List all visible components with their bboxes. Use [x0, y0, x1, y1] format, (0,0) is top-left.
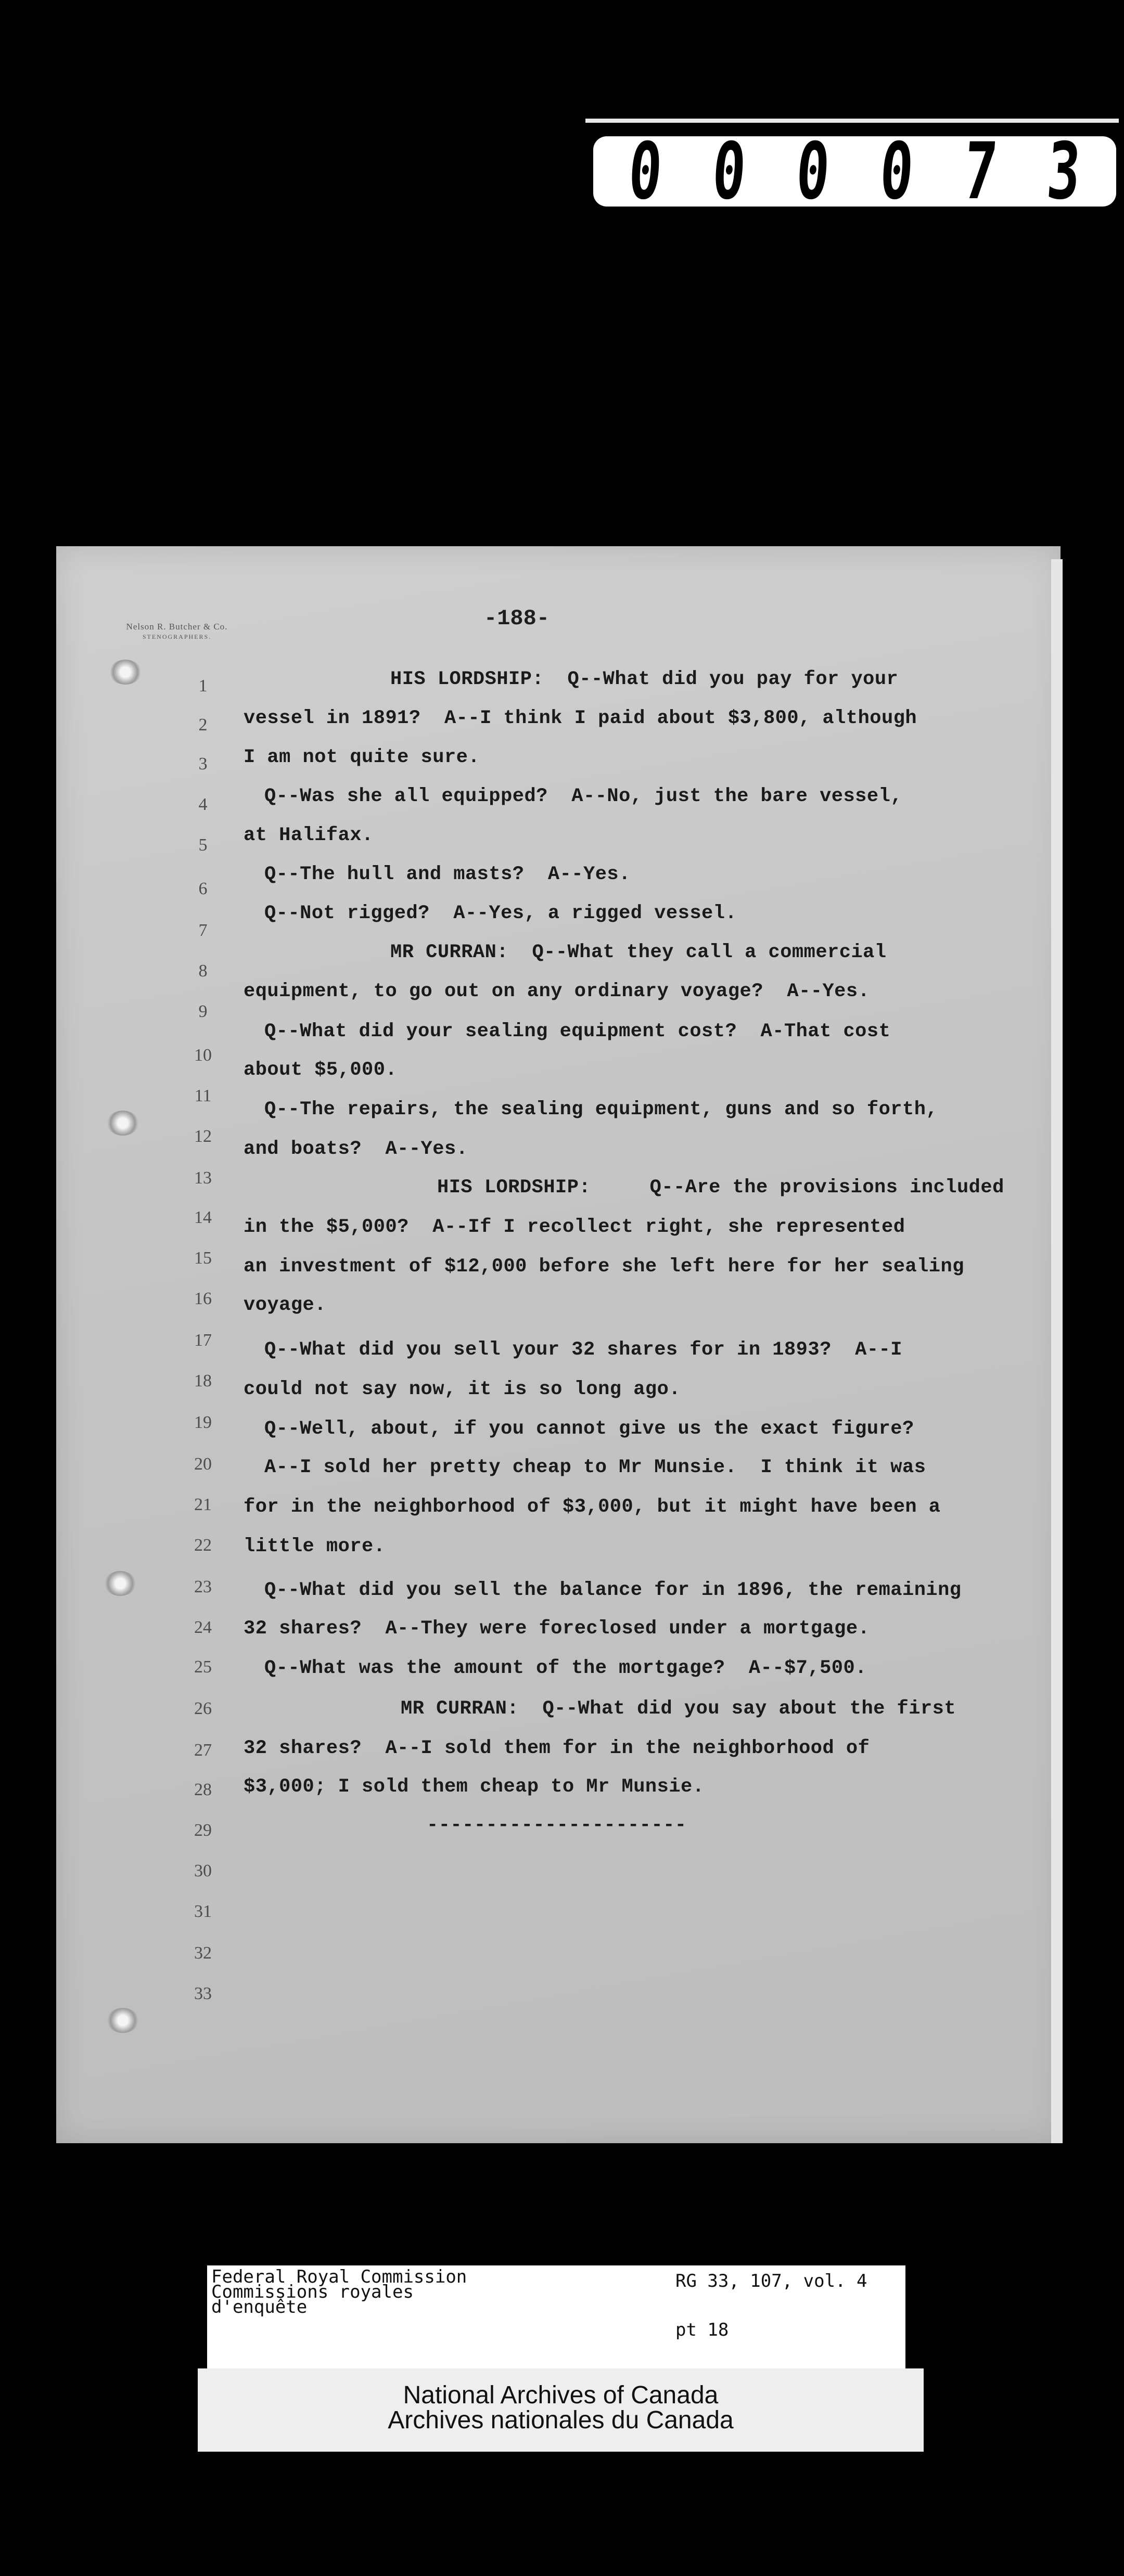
line-number: 6 — [198, 879, 208, 898]
transcript-line: equipment, to go out on any ordinary voyage? A--Yes. — [244, 981, 870, 1002]
transcript-line: voyage. — [244, 1294, 326, 1316]
frame-digit: 0 — [793, 126, 833, 217]
line-number: 13 — [194, 1168, 212, 1188]
page-edge — [1051, 559, 1063, 2143]
stenographer-letterhead — [78, 622, 276, 641]
transcript-line: little more. — [244, 1536, 386, 1557]
archives-banner — [198, 2368, 924, 2452]
frame-digit: 0 — [709, 126, 749, 217]
line-number: 27 — [194, 1741, 212, 1760]
line-number: 17 — [194, 1331, 212, 1350]
punch-hole — [109, 660, 142, 685]
line-number: 1 — [198, 676, 208, 695]
punch-hole — [107, 1111, 139, 1136]
punch-hole — [104, 1571, 136, 1596]
line-number: 9 — [198, 1002, 208, 1021]
transcript-line: about $5,000. — [244, 1059, 398, 1081]
line-number: 5 — [198, 835, 208, 855]
line-number: 25 — [194, 1657, 212, 1677]
frame-digit: 0 — [876, 126, 916, 217]
letterhead-role: STENOGRAPHERS. — [142, 633, 212, 640]
line-number: 28 — [194, 1780, 212, 1799]
transcript-line: vessel in 1891? A--I think I paid about $3,800, although — [244, 707, 917, 729]
transcript-line: for in the neighborhood of $3,000, but it might have been a — [244, 1496, 941, 1518]
transcript-line: HIS LORDSHIP: Q--Are the provisions included — [437, 1177, 1004, 1199]
line-number: 29 — [194, 1821, 212, 1840]
line-number: 14 — [194, 1208, 212, 1227]
line-number: 15 — [194, 1248, 212, 1268]
line-number: 33 — [194, 1984, 212, 2003]
line-number: 24 — [194, 1618, 212, 1637]
transcript-line: Q--The repairs, the sealing equipment, guns and so forth, — [264, 1099, 938, 1120]
line-number: 12 — [194, 1127, 212, 1146]
transcript-line: Q--Was she all equipped? A--No, just the bare vessel, — [264, 785, 902, 807]
line-number: 11 — [194, 1086, 212, 1105]
line-number: 2 — [198, 715, 208, 735]
line-number: 10 — [194, 1046, 212, 1065]
archives-name-en: National Archives of Canada — [403, 2381, 719, 2409]
line-number: 30 — [194, 1861, 212, 1881]
transcript-line: at Halifax. — [244, 825, 374, 846]
transcript-line: Q--What did you sell your 32 shares for in 1893? A--I — [264, 1339, 902, 1361]
archives-name-fr: Archives nationales du Canada — [388, 2406, 734, 2434]
record-group-reference: RG 33, 107, vol. 4 — [675, 2271, 867, 2291]
page-number: -188- — [484, 606, 550, 631]
transcript-line: Q--What did your sealing equipment cost? A-That cost — [264, 1021, 891, 1042]
transcript-line: could not say now, it is so long ago. — [244, 1379, 681, 1400]
transcript-line: MR CURRAN: Q--What did you say about the first — [401, 1698, 956, 1720]
transcript-line: MR CURRAN: Q--What they call a commercial — [390, 942, 887, 963]
commission-name — [211, 2266, 467, 2317]
transcript-line: A--I sold her pretty cheap to Mr Munsie. I think it was — [264, 1457, 926, 1478]
commission-name-fr-2: d'enquête — [211, 2297, 308, 2317]
letterhead-firm: Nelson R. Butcher & Co. — [126, 622, 228, 632]
line-number: 20 — [194, 1454, 212, 1474]
transcript-line: HIS LORDSHIP: Q--What did you pay for your — [390, 668, 899, 690]
line-number: 19 — [194, 1413, 212, 1432]
archive-reference-label — [207, 2265, 905, 2368]
frame-number — [593, 126, 1116, 217]
transcript-line: in the $5,000? A--If I recollect right, she represented — [244, 1216, 905, 1238]
line-number: 3 — [198, 754, 208, 774]
punch-hole — [107, 2008, 139, 2033]
transcript-line: I am not quite sure. — [244, 746, 480, 768]
transcript-line: ---------------------- — [427, 1814, 687, 1836]
line-number: 26 — [194, 1699, 212, 1718]
transcript-line: 32 shares? A--They were foreclosed under a mortgage. — [244, 1618, 870, 1640]
transcript-line: Q--What was the amount of the mortgage? A--$7,500. — [264, 1657, 867, 1679]
line-number: 7 — [198, 921, 208, 940]
transcript-line: Q--What did you sell the balance for in 1896, the remaining — [264, 1579, 962, 1601]
transcript-line: an investment of $12,000 before she left here for her sealing — [244, 1256, 964, 1278]
line-number: 16 — [194, 1289, 212, 1308]
frame-digit: 3 — [1044, 126, 1084, 217]
transcript-line: 32 shares? A--I sold them for in the neighborhood of — [244, 1737, 870, 1759]
transcript-line: $3,000; I sold them cheap to Mr Munsie. — [244, 1776, 705, 1798]
line-number: 21 — [194, 1495, 212, 1514]
line-number: 32 — [194, 1943, 212, 1963]
transcript-line: and boats? A--Yes. — [244, 1138, 468, 1160]
line-number: 18 — [194, 1371, 212, 1390]
commission-name-fr: Commissions royales — [211, 2282, 414, 2302]
part-reference: pt 18 — [675, 2320, 729, 2340]
commission-name-en: Federal Royal Commission — [211, 2266, 467, 2287]
line-number: 31 — [194, 1902, 212, 1921]
line-number: 4 — [198, 795, 208, 814]
line-number: 8 — [198, 961, 208, 981]
line-number: 23 — [194, 1577, 212, 1596]
transcript-line: Q--Not rigged? A--Yes, a rigged vessel. — [264, 903, 737, 924]
transcript-line: Q--The hull and masts? A--Yes. — [264, 864, 631, 885]
line-number: 22 — [194, 1536, 212, 1555]
frame-rule — [585, 119, 1119, 123]
frame-digit: 7 — [960, 126, 1000, 217]
frame-digit: 0 — [625, 126, 666, 217]
transcript-line: Q--Well, about, if you cannot give us the exact figure? — [264, 1418, 914, 1440]
